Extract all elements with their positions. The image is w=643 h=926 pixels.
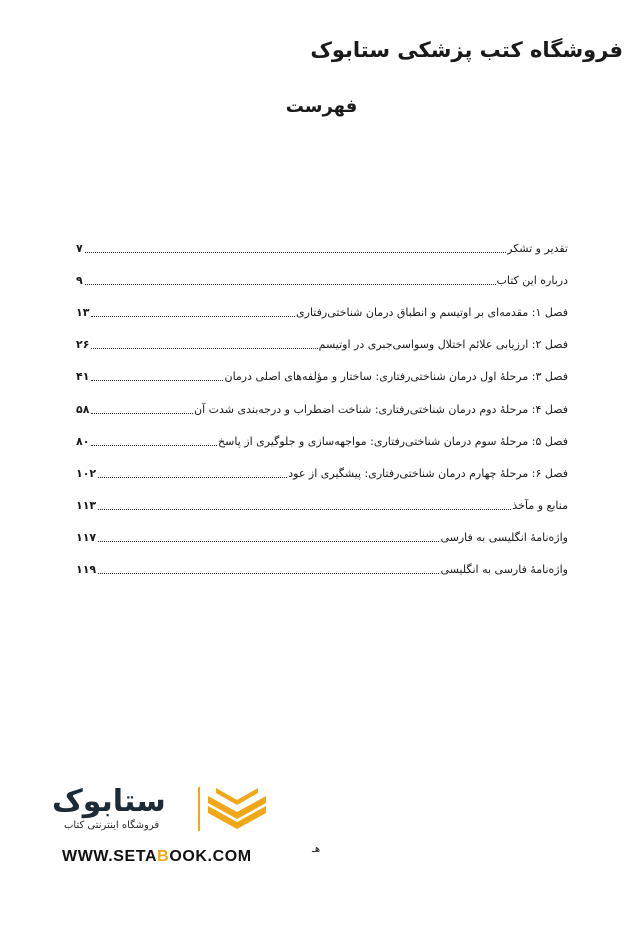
book-stack-logo-icon <box>206 786 268 832</box>
toc-entry[interactable] <box>76 329 568 361</box>
toc-dot-leader <box>91 380 223 381</box>
toc-dot-leader <box>91 445 217 446</box>
toc-entry-title: واژه‌نامهٔ فارسی به انگلیسی <box>440 563 568 577</box>
toc-heading: فهرست <box>285 96 358 117</box>
toc-entry-page: ۱۱۹ <box>76 563 97 577</box>
toc-dot-leader <box>98 573 439 574</box>
toc-entry-page: ۱۳ <box>76 305 90 319</box>
toc-entry[interactable] <box>76 361 568 393</box>
toc-entry-title: فصل ۶: مرحلهٔ چهارم درمان شناختی‌رفتاری: پیشگیری از عود <box>288 466 568 480</box>
toc-dot-leader <box>91 348 317 349</box>
site-url[interactable]: WWW.SETABOOK.COM <box>62 848 252 865</box>
toc-entry-title: فصل ۵: مرحلهٔ سوم درمان شناختی‌رفتاری: مواجهه‌سازی و جلوگیری از پاسخ <box>218 434 568 448</box>
toc-entry[interactable] <box>76 296 568 328</box>
toc-entry-page: ۱۱۷ <box>76 531 97 545</box>
logo-wordmark: ستابوک <box>52 784 166 819</box>
toc-dot-leader <box>91 316 295 317</box>
toc-entry[interactable] <box>76 264 568 296</box>
toc-entry-title: تقدیر و تشکر <box>507 241 568 255</box>
toc-entry-title: فصل ۱: مقدمه‌ای بر اوتیسم و انطباق درمان شناختی‌رفتاری <box>296 305 568 319</box>
toc-entry[interactable] <box>76 457 568 489</box>
toc-entry[interactable] <box>76 232 568 264</box>
toc-entry-page: ۱۱۳ <box>76 499 97 513</box>
toc-entry[interactable] <box>76 554 568 586</box>
toc-entry-page: ۵۸ <box>76 402 90 416</box>
toc-entry-page: ۸۰ <box>76 434 90 448</box>
toc-entry-title: فصل ۴: مرحلهٔ دوم درمان شناختی‌رفتاری: شناخت اضطراب و درجه‌بندی شدت آن <box>194 402 568 416</box>
table-of-contents <box>76 232 568 586</box>
page-number: هـ <box>312 844 321 855</box>
toc-entry[interactable] <box>76 522 568 554</box>
toc-dot-leader <box>91 413 193 414</box>
logo-tagline: فروشگاه اینترنتی کتاب <box>64 820 160 831</box>
toc-entry-title: فصل ۲: ارزیابی علائم اختلال وسواسی‌جبری در اوتیسم <box>318 338 568 352</box>
toc-dot-leader <box>98 541 439 542</box>
toc-dot-leader <box>98 477 287 478</box>
toc-entry-page: ۴۱ <box>76 370 90 384</box>
toc-entry-title: منابع و مآخذ <box>512 499 568 513</box>
toc-entry-page: ۷ <box>76 241 83 255</box>
store-title: فروشگاه کتب پزشکی ستابوک <box>310 38 623 62</box>
toc-entry[interactable] <box>76 490 568 522</box>
toc-entry-title: واژه‌نامهٔ انگلیسی به فارسی <box>440 531 568 545</box>
toc-entry-page: ۲۶ <box>76 338 90 352</box>
toc-entry[interactable] <box>76 393 568 425</box>
logo-divider <box>198 787 200 831</box>
toc-dot-leader <box>98 509 511 510</box>
toc-entry-page: ۹ <box>76 273 83 287</box>
toc-entry-title: فصل ۳: مرحلهٔ اول درمان شناختی‌رفتاری: ساختار و مؤلفه‌های اصلی درمان <box>224 370 568 384</box>
toc-dot-leader <box>85 252 506 253</box>
toc-entry-page: ۱۰۲ <box>76 466 97 480</box>
toc-entry-title: درباره این کتاب <box>496 273 568 287</box>
toc-entry[interactable] <box>76 425 568 457</box>
toc-dot-leader <box>85 284 496 285</box>
